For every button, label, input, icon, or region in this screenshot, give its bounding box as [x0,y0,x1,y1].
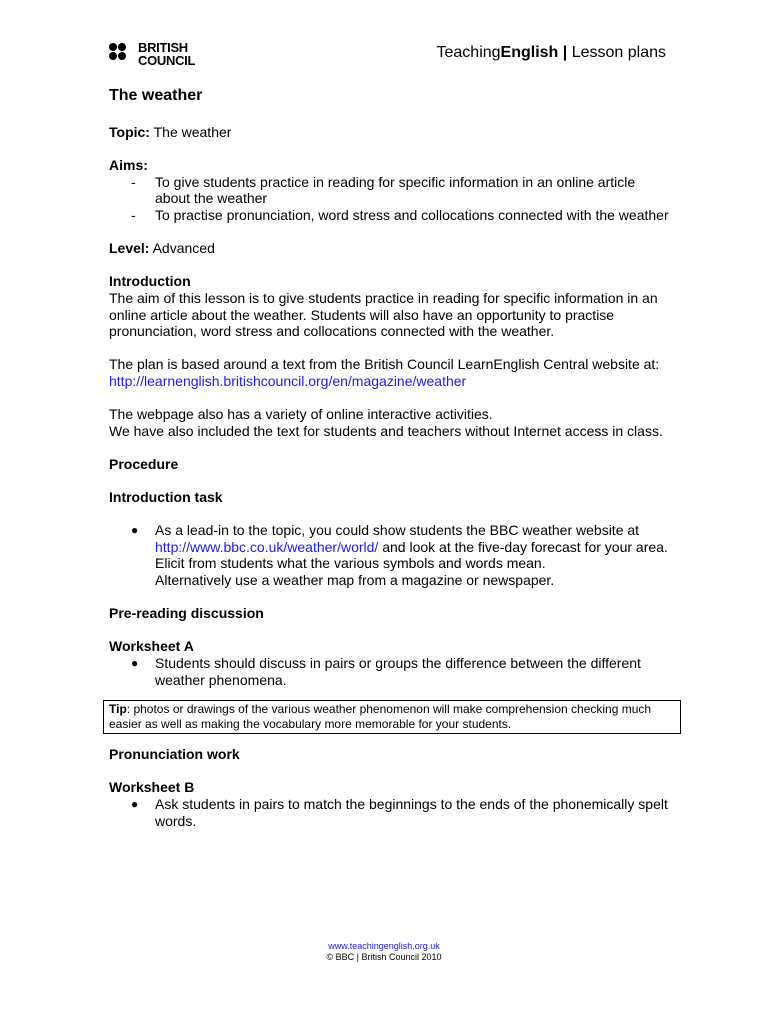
tip-box: Tip: photos or drawings of the various weather phenomenon will make comprehension checking much easier as well as making the vocabulary more memorable for your students. [103,700,681,734]
level-line: Level: Advanced [109,240,215,257]
worksheet-b-list [109,796,674,829]
procedure-heading: Procedure [109,455,179,472]
brand-header: TeachingEnglish | Lesson plans [436,44,666,61]
logo-dots-icon [109,43,135,69]
introduction-task-list [109,522,674,588]
page-title: The weather [109,87,203,104]
bbc-weather-link[interactable]: http://www.bbc.co.uk/weather/world/ [155,538,379,555]
list-item: ● Ask students in pairs to match the beginnings to the ends of the phonemically spelt words. [131,795,668,829]
footer-url-link[interactable]: www.teachingenglish.org.uk [328,941,440,951]
worksheet-a-heading: Worksheet A [109,638,194,655]
pre-reading-heading: Pre-reading discussion [109,605,264,622]
worksheet-a-list [109,655,674,688]
included-paragraph: We have also included the text for students and teachers without Internet access in class. [109,422,663,439]
list-item: ● As a lead-in to the topic, you could show students the BBC weather website at http://www.bbc.co.uk/weather/world/ and look at the five-day forecast for your area. Elicit from students what the various symbols and words mean. Alternatively use a weather map from a magazine or newspaper. [131,522,668,589]
introduction-paragraph: The aim of this lesson is to give students practice in reading for specific information in an online article about the weather. Students will also have an opportunity to practise pronunciation, word stress and collocations connected with the weather. [109,289,658,340]
worksheet-b-heading: Worksheet B [109,779,195,796]
learnenglish-link[interactable]: http://learnenglish.britishcouncil.org/en/magazine/weather [109,372,467,389]
aims-label: Aims: [109,157,148,174]
footer-copyright: © BBC | British Council 2010 [326,952,442,962]
logo-text: BRITISH COUNCIL [138,40,196,68]
document-body [109,86,674,829]
aims-list [109,174,674,224]
plan-paragraph: The plan is based around a text from the British Council LearnEnglish Central website at: http://learnenglish.britishcouncil.org/en/magazine/weather [109,356,660,389]
introduction-heading: Introduction [109,273,191,290]
list-item: - To give students practice in reading for specific information in an online article about the weather [131,173,636,207]
webpage-paragraph: The webpage also has a variety of online interactive activities. [109,406,493,423]
pronunciation-heading: Pronunciation work [109,746,240,763]
list-item: ● Students should discuss in pairs or groups the difference between the different weather phenomena. [131,655,641,688]
page-footer [0,941,768,963]
introduction-task-heading: Introduction task [109,489,223,506]
british-council-logo [109,41,209,69]
list-item: - To practise pronunciation, word stress and collocations connected with the weather [131,206,669,223]
topic-line: Topic: The weather [109,124,232,140]
